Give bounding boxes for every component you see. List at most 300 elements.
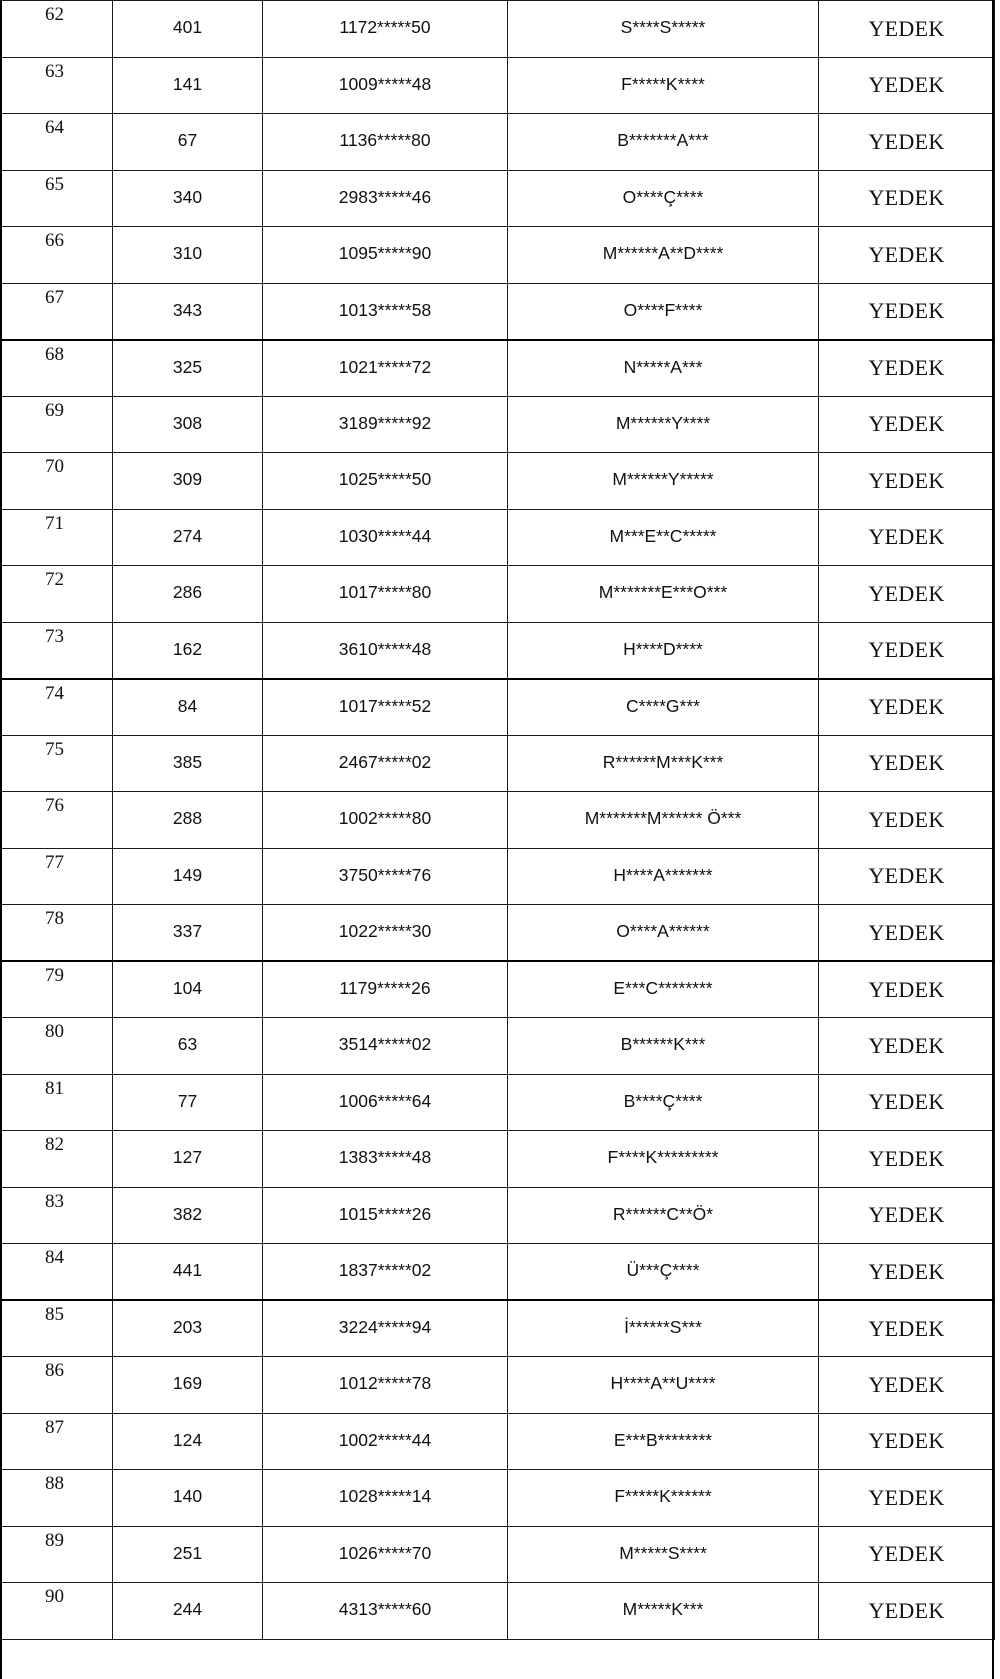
table-row (1, 1526, 995, 1583)
id-number-text: 2467*****02 (338, 751, 432, 772)
row-number-cell (1, 114, 113, 171)
masked-name-cell (508, 1357, 819, 1414)
status-text: YEDEK (868, 1032, 945, 1058)
id-number-text: 1021*****72 (338, 356, 432, 377)
application-number-cell (113, 283, 263, 340)
masked-name-cell (508, 509, 819, 566)
masked-name-cell (508, 283, 819, 340)
status-text: YEDEK (868, 15, 945, 41)
table-row (1, 283, 995, 340)
application-number-cell (113, 453, 263, 510)
status-cell (819, 735, 995, 792)
masked-name-cell (508, 848, 819, 905)
application-number-text: 84 (177, 695, 198, 716)
application-number-cell (113, 1018, 263, 1075)
application-number-text: 244 (172, 1599, 203, 1620)
masked-name-text: M******Y**** (615, 412, 711, 433)
status-text: YEDEK (868, 976, 945, 1002)
application-number-cell (113, 735, 263, 792)
status-cell (819, 622, 995, 679)
application-number-cell (113, 1413, 263, 1470)
table-row (1, 961, 995, 1018)
application-number-text: 77 (177, 1090, 198, 1111)
status-text: YEDEK (868, 637, 945, 662)
row-number-text: 64 (45, 117, 64, 138)
id-number-text: 3514*****02 (338, 1034, 432, 1055)
table-row (1, 566, 995, 623)
row-number-text: 68 (45, 343, 64, 365)
status-text: YEDEK (868, 580, 945, 606)
row-number-cell (1, 1300, 113, 1357)
table-row (1, 1018, 995, 1075)
masked-name-text: M*****K*** (622, 1599, 704, 1620)
masked-name-cell (508, 961, 819, 1018)
masked-name-cell (508, 114, 819, 171)
masked-name-text: R******M***K*** (602, 751, 724, 772)
id-number-text: 1002*****44 (338, 1429, 432, 1450)
application-number-cell (113, 848, 263, 905)
application-number-cell (113, 792, 263, 849)
masked-name-text: M*******M****** Ö*** (584, 808, 742, 829)
id-number-cell (263, 1357, 508, 1414)
masked-name-text: O****F**** (623, 299, 703, 320)
id-number-text: 1013*****58 (338, 299, 432, 320)
status-cell (819, 1526, 995, 1583)
row-number-text: 67 (45, 286, 64, 308)
row-number-cell (1, 566, 113, 623)
row-number-text: 79 (45, 965, 64, 986)
application-number-text: 251 (172, 1542, 203, 1563)
id-number-cell (263, 735, 508, 792)
masked-name-text: H****D**** (623, 638, 703, 659)
status-cell (819, 1187, 995, 1244)
id-number-text: 1026*****70 (338, 1542, 432, 1563)
status-cell (819, 679, 995, 736)
masked-name-cell (508, 905, 819, 962)
status-cell (819, 848, 995, 905)
id-number-text: 1022*****30 (338, 921, 432, 941)
id-number-text: 3189*****92 (338, 412, 432, 433)
row-number-text: 80 (45, 1021, 64, 1042)
masked-name-cell (508, 1526, 819, 1583)
application-number-text: 124 (172, 1429, 203, 1450)
application-number-text: 140 (172, 1486, 203, 1507)
status-cell (819, 170, 995, 227)
application-number-cell (113, 1131, 263, 1188)
masked-name-text: O****A****** (616, 921, 710, 941)
row-number-text: 69 (45, 399, 64, 421)
row-number-text: 89 (45, 1529, 64, 1551)
table-row (1, 227, 995, 284)
row-number-text: 82 (45, 1134, 64, 1155)
application-number-cell (113, 509, 263, 566)
id-number-text: 4313*****60 (338, 1599, 432, 1620)
status-cell (819, 1, 995, 58)
id-number-cell (263, 1300, 508, 1357)
table-row (1, 170, 995, 227)
application-number-text: 63 (177, 1034, 198, 1055)
application-number-text: 343 (172, 299, 203, 320)
table-row (1, 396, 995, 453)
row-number-text: 81 (45, 1077, 64, 1099)
masked-name-cell (508, 1413, 819, 1470)
id-number-text: 2983*****46 (338, 186, 432, 207)
table-row (1, 1131, 995, 1188)
masked-name-text: F*****K****** (614, 1486, 712, 1507)
row-number-cell (1, 509, 113, 566)
status-text: YEDEK (868, 1484, 945, 1510)
table-row (1, 509, 995, 566)
id-number-text: 1095*****90 (338, 243, 432, 264)
status-text: YEDEK (868, 128, 945, 154)
row-number-text: 70 (45, 456, 64, 477)
id-number-text: 1017*****80 (338, 582, 432, 603)
id-number-cell (263, 509, 508, 566)
masked-name-text: E***B******** (613, 1429, 713, 1450)
status-text: YEDEK (868, 1371, 945, 1397)
id-number-cell (263, 170, 508, 227)
row-number-cell (1, 170, 113, 227)
masked-name-text: H****A******* (613, 864, 713, 885)
id-number-cell (263, 848, 508, 905)
status-text: YEDEK (868, 1597, 945, 1623)
application-number-cell (113, 566, 263, 623)
id-number-text: 1009*****48 (338, 73, 432, 94)
table-row (1, 453, 995, 510)
application-number-text: 203 (172, 1317, 203, 1337)
row-number-text: 87 (45, 1416, 64, 1438)
table-row (1, 1300, 995, 1357)
row-number-cell (1, 1131, 113, 1188)
id-number-text: 1025*****50 (338, 469, 432, 490)
status-text: YEDEK (868, 806, 945, 832)
status-cell (819, 1244, 995, 1301)
id-number-cell (263, 396, 508, 453)
status-cell (819, 1470, 995, 1527)
id-number-cell (263, 57, 508, 114)
row-number-text: 90 (45, 1586, 64, 1607)
row-number-cell (1, 792, 113, 849)
application-number-text: 288 (172, 808, 203, 829)
status-text: YEDEK (868, 241, 945, 267)
row-number-cell (1, 57, 113, 114)
masked-name-text: F*****K**** (621, 73, 705, 94)
row-number-cell (1, 848, 113, 905)
table-row (1, 1244, 995, 1301)
row-number-cell (1, 227, 113, 284)
row-number-text: 63 (45, 60, 64, 82)
application-number-cell (113, 622, 263, 679)
row-number-text: 62 (45, 4, 64, 25)
status-text: YEDEK (868, 694, 945, 719)
masked-name-text: H****A**U**** (610, 1373, 716, 1394)
masked-name-cell (508, 566, 819, 623)
masked-name-cell (508, 679, 819, 736)
row-number-text: 85 (45, 1304, 64, 1325)
status-cell (819, 905, 995, 962)
row-number-cell (1, 1187, 113, 1244)
id-number-cell (263, 1018, 508, 1075)
row-number-cell (1, 1018, 113, 1075)
table-row (1, 1357, 995, 1414)
application-number-text: 141 (172, 73, 203, 94)
application-number-cell (113, 57, 263, 114)
id-number-cell (263, 1244, 508, 1301)
status-text: YEDEK (868, 919, 945, 945)
application-number-text: 104 (172, 978, 203, 998)
row-number-text: 74 (45, 682, 64, 704)
application-number-text: 127 (172, 1147, 203, 1168)
application-number-text: 309 (172, 469, 203, 490)
masked-name-text: F****K********* (607, 1147, 719, 1168)
row-number-text: 66 (45, 230, 64, 251)
application-number-text: 441 (172, 1260, 203, 1280)
masked-name-text: E***C******** (613, 978, 713, 998)
id-number-cell (263, 1131, 508, 1188)
id-number-cell (263, 622, 508, 679)
status-text: YEDEK (868, 467, 945, 493)
id-number-text: 1179*****26 (339, 978, 431, 998)
masked-name-cell (508, 1074, 819, 1131)
id-number-text: 1015*****26 (338, 1203, 432, 1224)
id-number-cell (263, 1187, 508, 1244)
row-number-cell (1, 1244, 113, 1301)
masked-name-text: B****Ç**** (623, 1090, 703, 1111)
row-number-cell (1, 735, 113, 792)
status-text: YEDEK (868, 72, 945, 98)
application-number-text: 286 (172, 582, 203, 603)
row-number-cell (1, 1526, 113, 1583)
id-number-cell (263, 1413, 508, 1470)
application-number-cell (113, 227, 263, 284)
id-number-text: 3224*****94 (338, 1317, 432, 1337)
status-cell (819, 57, 995, 114)
id-number-text: 1017*****52 (338, 695, 432, 716)
row-number-cell (1, 905, 113, 962)
id-number-text: 1136*****80 (339, 130, 431, 151)
masked-name-cell (508, 396, 819, 453)
masked-name-cell (508, 1300, 819, 1357)
status-cell (819, 396, 995, 453)
row-number-cell (1, 1, 113, 58)
status-text: YEDEK (868, 1258, 945, 1284)
status-text: YEDEK (868, 750, 945, 776)
id-number-cell (263, 1, 508, 58)
application-number-cell (113, 1187, 263, 1244)
masked-name-text: M******Y***** (612, 469, 714, 490)
table-row (1, 679, 995, 736)
status-cell (819, 1131, 995, 1188)
masked-name-cell (508, 1, 819, 58)
application-number-text: 340 (172, 186, 203, 207)
table-row (1, 848, 995, 905)
row-number-cell (1, 679, 113, 736)
status-cell (819, 792, 995, 849)
row-number-cell (1, 1357, 113, 1414)
status-text: YEDEK (868, 1089, 945, 1115)
masked-name-text: Ü***Ç**** (626, 1260, 700, 1280)
status-text: YEDEK (868, 1202, 945, 1228)
id-number-text: 1837*****02 (338, 1260, 432, 1280)
masked-name-cell (508, 622, 819, 679)
application-number-cell (113, 679, 263, 736)
row-number-cell (1, 453, 113, 510)
table-row (1, 1470, 995, 1527)
id-number-text: 1006*****64 (338, 1090, 432, 1111)
table-row (1, 735, 995, 792)
table-row (1, 114, 995, 171)
row-number-text: 65 (45, 173, 64, 195)
application-number-text: 385 (172, 751, 203, 772)
id-number-cell (263, 340, 508, 397)
application-number-text: 308 (172, 412, 203, 433)
application-number-cell (113, 1300, 263, 1357)
masked-name-text: M******A**D**** (602, 243, 724, 264)
status-cell (819, 1018, 995, 1075)
status-cell (819, 227, 995, 284)
row-number-text: 78 (45, 908, 64, 929)
status-cell (819, 1357, 995, 1414)
application-number-text: 274 (172, 525, 203, 546)
masked-name-cell (508, 453, 819, 510)
application-number-cell (113, 905, 263, 962)
id-number-cell (263, 453, 508, 510)
application-number-cell (113, 961, 263, 1018)
id-number-text: 3610*****48 (338, 638, 432, 659)
id-number-cell (263, 1583, 508, 1640)
row-number-cell (1, 961, 113, 1018)
row-number-cell (1, 1074, 113, 1131)
status-text: YEDEK (868, 1428, 945, 1454)
application-number-text: 149 (172, 864, 203, 885)
masked-name-text: B*******A*** (617, 130, 709, 151)
table-row (1, 1583, 995, 1640)
application-number-cell (113, 170, 263, 227)
application-number-cell (113, 396, 263, 453)
status-cell (819, 1583, 995, 1640)
masked-name-text: M*******E***O*** (598, 582, 728, 603)
status-text: YEDEK (868, 524, 945, 550)
application-number-cell (113, 1357, 263, 1414)
masked-name-text: S****S***** (620, 17, 706, 38)
application-number-text: 67 (177, 130, 198, 151)
masked-name-text: İ******S*** (624, 1317, 702, 1337)
application-number-text: 337 (172, 921, 203, 941)
status-text: YEDEK (868, 411, 945, 437)
row-number-cell (1, 1583, 113, 1640)
table-row (1, 340, 995, 397)
id-number-cell (263, 792, 508, 849)
table-row (1, 57, 995, 114)
id-number-text: 1012*****78 (338, 1373, 432, 1394)
status-cell (819, 961, 995, 1018)
row-number-cell (1, 340, 113, 397)
masked-name-cell (508, 1583, 819, 1640)
masked-name-text: M*****S**** (619, 1542, 707, 1563)
status-cell (819, 283, 995, 340)
application-number-cell (113, 114, 263, 171)
application-number-cell (113, 340, 263, 397)
id-number-cell (263, 566, 508, 623)
id-number-text: 1172*****50 (339, 17, 431, 38)
masked-name-cell (508, 340, 819, 397)
masked-name-cell (508, 1131, 819, 1188)
application-number-text: 325 (172, 356, 203, 377)
masked-name-text: C****G*** (626, 695, 700, 716)
masked-name-text: N*****A*** (623, 356, 703, 377)
masked-name-cell (508, 1470, 819, 1527)
row-number-text: 77 (45, 851, 64, 873)
id-number-text: 1030*****44 (338, 525, 432, 546)
application-number-cell (113, 1583, 263, 1640)
id-number-cell (263, 1526, 508, 1583)
application-number-cell (113, 1074, 263, 1131)
id-number-cell (263, 114, 508, 171)
id-number-text: 1002*****80 (338, 808, 432, 829)
masked-name-cell (508, 1187, 819, 1244)
row-number-cell (1, 1470, 113, 1527)
masked-name-cell (508, 792, 819, 849)
id-number-cell (263, 1074, 508, 1131)
table-row (1, 1, 995, 58)
id-number-text: 3750*****76 (338, 864, 432, 885)
masked-name-cell (508, 227, 819, 284)
row-number-text: 72 (45, 569, 64, 590)
id-number-cell (263, 283, 508, 340)
table-row (1, 905, 995, 962)
row-number-text: 86 (45, 1360, 64, 1381)
table-row (1, 792, 995, 849)
row-number-text: 75 (45, 738, 64, 760)
table-row (1, 622, 995, 679)
row-number-text: 73 (45, 625, 64, 647)
status-cell (819, 453, 995, 510)
row-number-text: 84 (45, 1247, 64, 1268)
row-number-cell (1, 396, 113, 453)
application-number-cell (113, 1244, 263, 1301)
masked-name-text: O****Ç**** (622, 186, 704, 207)
id-number-cell (263, 1470, 508, 1527)
id-number-cell (263, 227, 508, 284)
application-number-cell (113, 1, 263, 58)
application-number-text: 162 (172, 638, 203, 659)
application-number-text: 382 (172, 1203, 203, 1224)
row-number-cell (1, 1413, 113, 1470)
status-text: YEDEK (868, 1315, 945, 1341)
id-number-cell (263, 905, 508, 962)
row-number-text: 76 (45, 795, 64, 816)
application-number-cell (113, 1526, 263, 1583)
application-number-cell (113, 1470, 263, 1527)
status-text: YEDEK (868, 185, 945, 211)
row-number-cell (1, 283, 113, 340)
masked-name-text: R******C**Ö* (612, 1203, 714, 1224)
status-text: YEDEK (868, 1145, 945, 1171)
status-text: YEDEK (868, 1541, 945, 1567)
masked-name-cell (508, 57, 819, 114)
status-cell (819, 509, 995, 566)
masked-name-cell (508, 735, 819, 792)
status-cell (819, 114, 995, 171)
application-number-text: 169 (172, 1373, 203, 1394)
table-row (1, 1074, 995, 1131)
application-number-text: 310 (172, 243, 203, 264)
masked-name-cell (508, 1018, 819, 1075)
application-number-text: 401 (172, 17, 203, 38)
status-text: YEDEK (868, 298, 945, 323)
status-text: YEDEK (868, 355, 945, 380)
status-cell (819, 566, 995, 623)
